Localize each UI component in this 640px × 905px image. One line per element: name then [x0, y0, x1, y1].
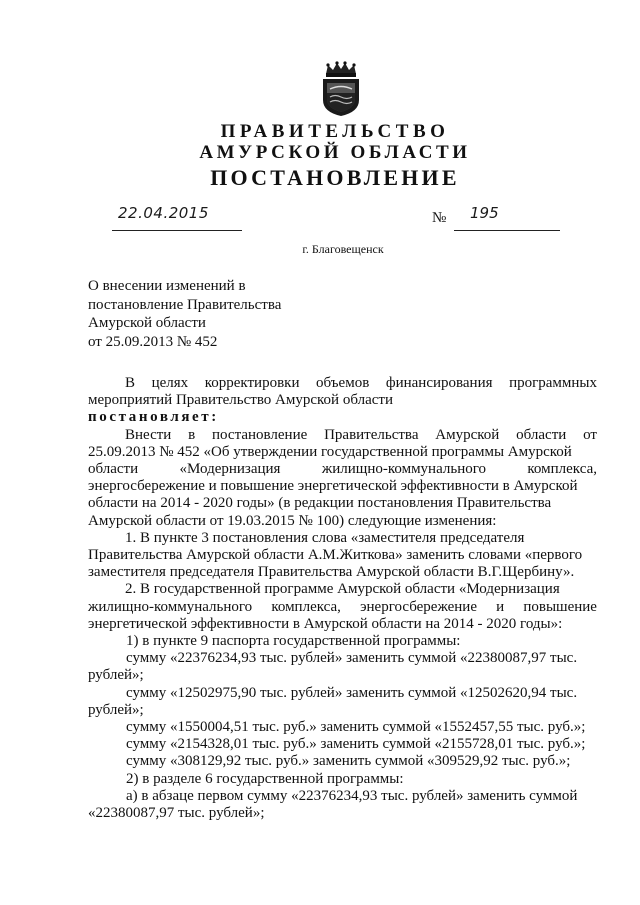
amount-change-line: сумму «308129,92 тыс. руб.» заменить суммой «309529,92 тыс. руб.»; [126, 753, 571, 770]
number-label: № [432, 210, 447, 226]
handwritten-date: 22.04.2015 [118, 204, 209, 222]
paragraph-line [88, 461, 597, 478]
decree-body [88, 375, 597, 822]
word: постановление [212, 426, 308, 443]
word: финансирования [385, 375, 493, 391]
paragraph-line [88, 427, 597, 444]
word: повышение [523, 598, 597, 615]
word: от [583, 426, 597, 443]
item-2-line: энергетической эффективности в Амурской области на 2014 - 2020 годы»: [88, 615, 563, 632]
word: комплекса, [527, 461, 597, 478]
item-1-line: 1. В пункте 3 постановления слова «заместителя председателя [125, 529, 525, 546]
decree-subject [88, 277, 281, 351]
item-2-line: 2. В государственной программе Амурской области «Модернизация [125, 581, 560, 598]
paragraph-line: области на 2014 - 2020 годы» (в редакции постановления Правительства [88, 495, 552, 512]
word: энергосбережение [360, 598, 477, 615]
word: комплекса, [271, 598, 341, 615]
subject-line: Амурской области [88, 315, 206, 331]
government-title-line2: АМУРСКОЙ ОБЛАСТИ [199, 142, 471, 163]
amount-change-line: сумму «12502975,90 тыс. рублей» заменить суммой «12502620,94 тыс. [126, 684, 578, 701]
city-name: г. Благовещенск [302, 242, 384, 256]
word: области [516, 426, 567, 443]
amount-change-line: сумму «22376234,93 тыс. рублей» заменить суммой «22380087,97 тыс. [126, 650, 578, 667]
word: корректировки [204, 375, 300, 391]
amount-change-line: сумму «2154328,01 тыс. руб.» заменить суммой «2155728,01 тыс. руб.»; [126, 736, 586, 753]
word: области [88, 461, 139, 478]
word: Амурской [435, 426, 500, 443]
paragraph-line: Амурской области от 19.03.2015 № 100) следующие изменения: [88, 512, 497, 529]
word: «Модернизация [179, 461, 281, 478]
coat-of-arms-icon [318, 60, 364, 118]
item-2-line [88, 599, 597, 616]
subitem-heading: 1) в пункте 9 паспорта государственной программы: [126, 633, 461, 650]
amount-change-line: а) в абзаце первом сумму «22376234,93 тыс. рублей» заменить суммой [126, 787, 578, 804]
paragraph-line: энергосбережение и повышение энергетической эффективности в Амурской [88, 478, 578, 495]
document-type-title: ПОСТАНОВЛЕНИЕ [210, 165, 460, 190]
word: Внести [125, 426, 172, 443]
item-1-line: Правительства Амурской области А.М.Житкова» заменить словами «первого [88, 547, 583, 564]
amount-change-line: рублей»; [88, 667, 144, 684]
intro-line [88, 375, 597, 392]
item-1-line: заместителя председателя Правительства Амурской области В.Г.Щербину». [88, 564, 575, 581]
resolves-word: постановляет: [88, 409, 219, 426]
word: программных [509, 375, 597, 391]
intro-line: мероприятий Правительство Амурской области [88, 392, 393, 409]
subitem-heading: 2) в разделе 6 государственной программы: [126, 770, 404, 787]
paragraph-line: 25.09.2013 № 452 «Об утверждении государственной программы Амурской [88, 443, 572, 460]
word: целях [151, 375, 189, 391]
amount-change-line: сумму «1550004,51 тыс. руб.» заменить суммой «1552457,55 тыс. руб.»; [126, 719, 586, 736]
word: объемов [316, 375, 370, 391]
word: жилищно-коммунального [88, 598, 253, 615]
government-title-line1: ПРАВИТЕЛЬСТВО [220, 121, 450, 142]
subject-line: О внесении изменений в [88, 278, 246, 294]
word: жилищно-коммунального [321, 461, 487, 478]
word: и [496, 598, 505, 615]
word: в [188, 426, 196, 443]
subject-line: постановление Правительства [88, 296, 282, 313]
amount-change-line: «22380087,97 тыс. рублей»; [88, 805, 265, 822]
word: В [125, 375, 136, 391]
handwritten-number: 195 [470, 204, 499, 222]
word: Правительства [324, 426, 419, 443]
amount-change-line: рублей»; [88, 701, 144, 718]
subject-line: от 25.09.2013 № 452 [88, 333, 218, 350]
